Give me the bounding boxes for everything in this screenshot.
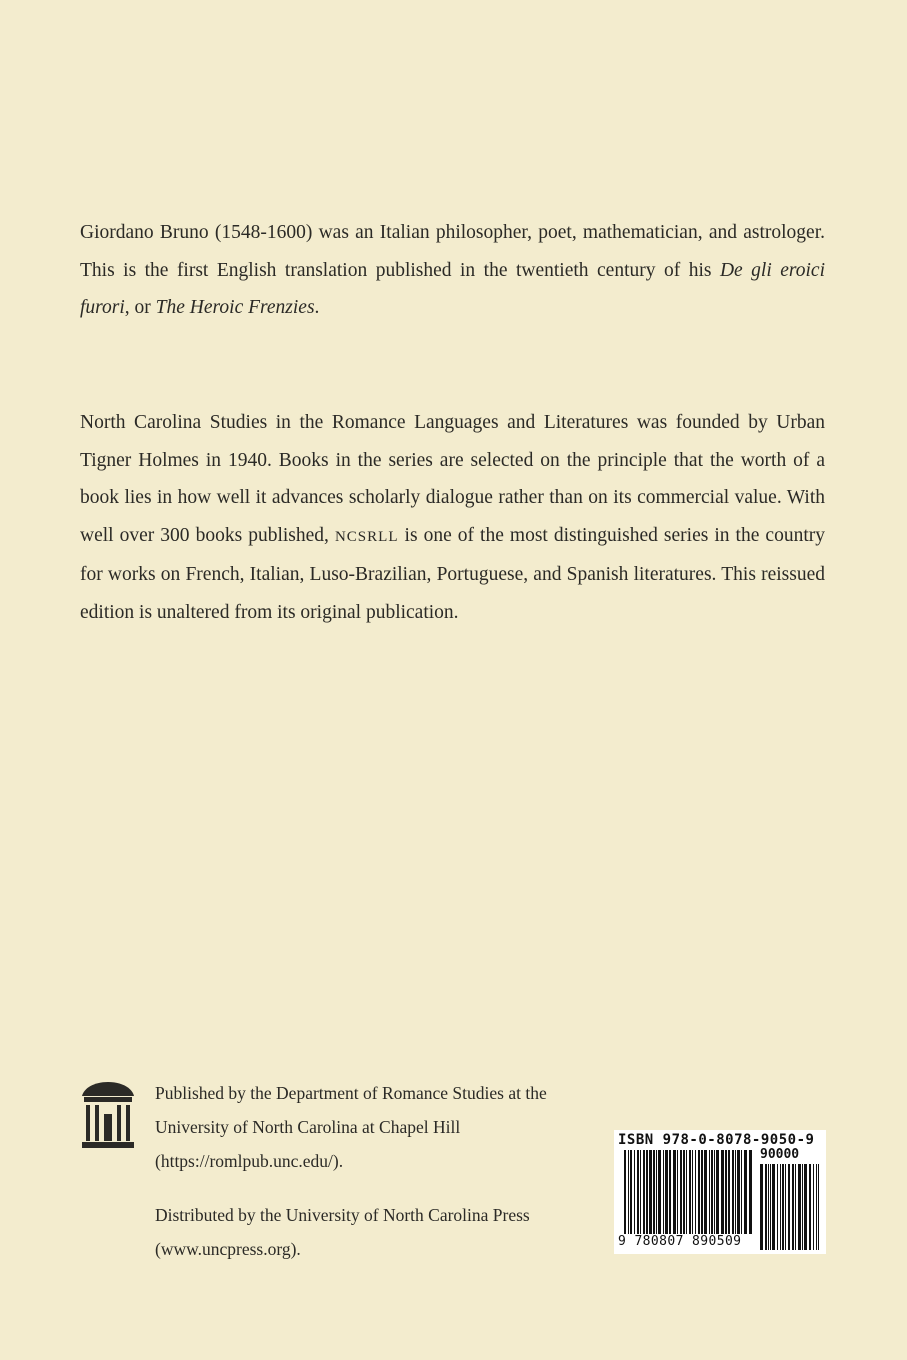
- description-text: .: [314, 297, 320, 318]
- old-well-icon: [80, 1080, 136, 1152]
- description-paragraph-2: [80, 404, 825, 631]
- series-text: North Carolina Studies in the Romance Languages and Literatures was founded by Urban Tigner Holmes in 1940. Books in the series are selected on the principle that the worth of a book lies in how well it advances scholarly dialogue rather than on its commercial value. With well over 300 books published,: [80, 412, 825, 546]
- isbn-barcode: [614, 1130, 826, 1254]
- series-abbreviation: NCSRLL: [334, 528, 399, 545]
- description-text: Giordano Bruno (1548-1600) was an Italian philosopher, poet, mathematician, and astrologer. This is the first English translation published in the twentieth century of his: [80, 222, 825, 281]
- isbn-label: ISBN 978-0-8078-9050-9: [618, 1132, 815, 1148]
- publisher-statement: Published by the Department of Romance Studies at the University of North Carolina at Chapel Hill (https://romlpub.unc.edu/).: [155, 1083, 547, 1171]
- description-paragraph-1: [80, 214, 825, 327]
- ean-digits: 9 780807 890509: [618, 1234, 742, 1249]
- series-text: is one of the most distinguished series in the country for works on French, Italian, Luso-Brazilian, Portuguese, and Spanish literatures. This reissued edition is unaltered from its original publication.: [80, 524, 825, 623]
- distributor-statement: Distributed by the University of North Carolina Press (www.uncpress.org).: [155, 1205, 530, 1259]
- price-code: 90000: [760, 1147, 800, 1162]
- description-text: , or: [124, 297, 156, 318]
- italian-title: De gli eroici furori: [80, 259, 825, 318]
- english-title: The Heroic Frenzies: [155, 297, 315, 318]
